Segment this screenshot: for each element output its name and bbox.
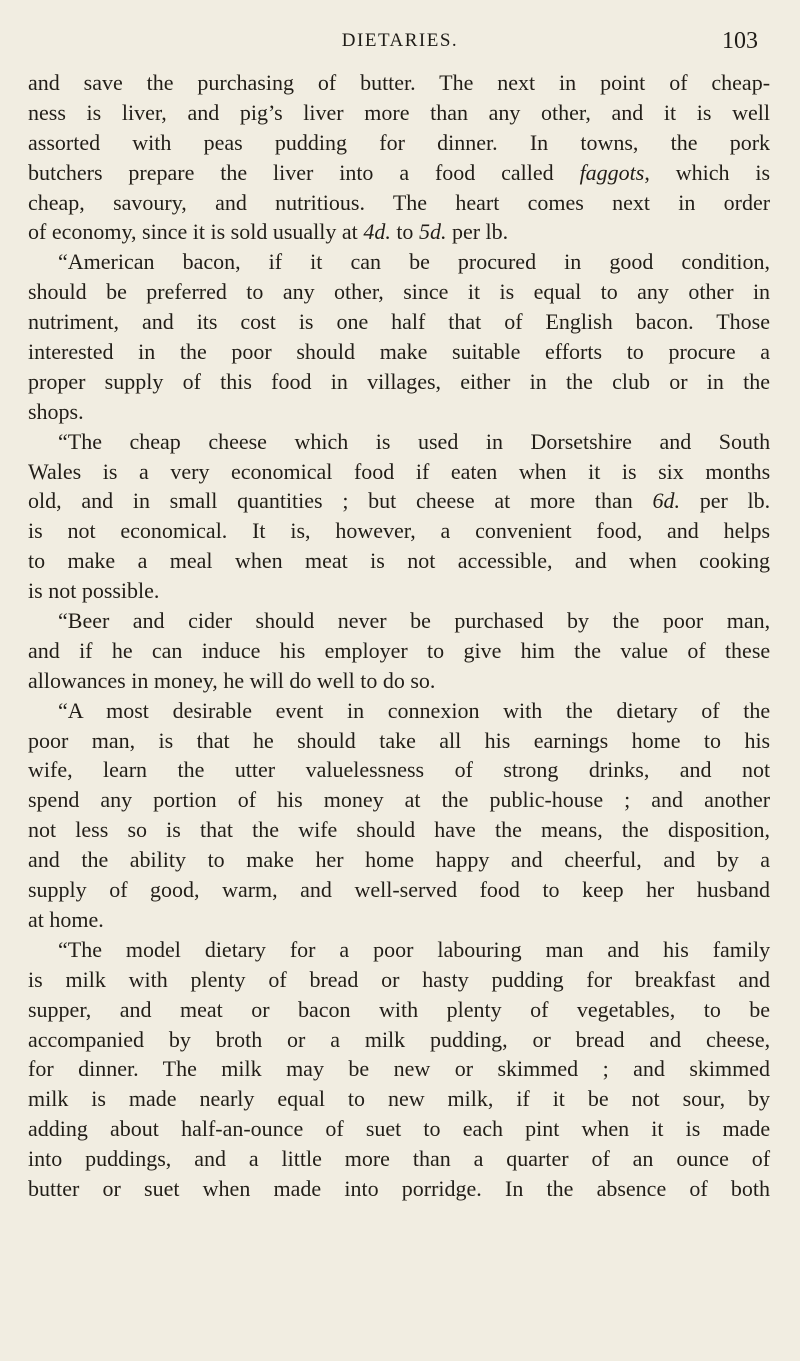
body-text — [28, 68, 770, 1204]
text-line: to make a meal when meat is not accessible, and when cooking — [28, 548, 770, 574]
text-line: supply of good, warm, and well-served food to keep her husband — [28, 877, 771, 903]
page-number: 103 — [722, 28, 758, 54]
text-line: of economy, since it is sold usually at 4d. to 5d. per lb. — [28, 219, 509, 245]
text-line: shops. — [28, 398, 84, 424]
text-line: supper, and meat or bacon with plenty of vegetables, to be — [28, 996, 771, 1022]
text-line: assorted with peas pudding for dinner. In towns, the pork — [28, 129, 771, 155]
text-line: “A most desirable event in connexion with the dietary of the — [58, 697, 771, 723]
text-line: allowances in money, he will do well to do so. — [28, 667, 436, 693]
running-title: DIETARIES. — [341, 30, 459, 51]
text-line: for dinner. The milk may be new or skimmed ; and skimmed — [28, 1056, 770, 1082]
text-line: spend any portion of his money at the public-house ; and another — [28, 787, 771, 813]
text-line: accompanied by broth or a milk pudding, or bread and cheese, — [28, 1026, 771, 1052]
text-line: old, and in small quantities ; but cheese at more than 6d. per lb. — [28, 488, 771, 514]
text-line: butter or suet when made into porridge. In the absence of both — [28, 1175, 771, 1201]
running-head — [0, 28, 800, 62]
text-line: wife, learn the utter valuelessness of strong drinks, and not — [28, 757, 771, 783]
text-line: ness is liver, and pig’s liver more than any other, and it is well — [28, 99, 770, 125]
text-line: into puddings, and a little more than a quarter of an ounce of — [28, 1146, 771, 1172]
text-line: poor man, is that he should take all his earnings home to his — [28, 727, 771, 753]
text-line: nutriment, and its cost is one half that of English bacon. Those — [28, 309, 770, 335]
text-line: “The cheap cheese which is used in Dorsetshire and South — [58, 428, 771, 454]
text-line: adding about half-an-ounce of suet to each pint when it is made — [28, 1116, 771, 1142]
text-line: butchers prepare the liver into a food called faggots, which is — [28, 159, 771, 185]
text-line: should be preferred to any other, since it is equal to any other in — [28, 279, 771, 305]
text-line: proper supply of this food in villages, either in the club or in the — [28, 368, 771, 394]
text-line: “Beer and cider should never be purchased by the poor man, — [58, 608, 771, 634]
text-line: milk is made nearly equal to new milk, if it be not sour, by — [28, 1086, 771, 1112]
text-line: at home. — [28, 906, 104, 932]
text-line: is milk with plenty of bread or hasty pudding for breakfast and — [28, 966, 771, 992]
text-line: is not economical. It is, however, a convenient food, and helps — [28, 518, 771, 544]
text-line: “American bacon, if it can be procured in good condition, — [58, 249, 770, 275]
text-line: not less so is that the wife should have the means, the disposition, — [28, 817, 771, 843]
text-line: is not possible. — [28, 578, 160, 604]
text-line: and if he can induce his employer to give him the value of these — [28, 637, 771, 663]
text-line: cheap, savoury, and nutritious. The heart comes next in order — [28, 189, 771, 215]
text-line: interested in the poor should make suitable efforts to procure a — [28, 339, 771, 365]
text-line: “The model dietary for a poor labouring man and his family — [58, 936, 771, 962]
text-line: and the ability to make her home happy and cheerful, and by a — [28, 847, 771, 873]
text-line: and save the purchasing of butter. The next in point of cheap- — [28, 70, 771, 95]
text-line: Wales is a very economical food if eaten when it is six months — [28, 458, 771, 484]
